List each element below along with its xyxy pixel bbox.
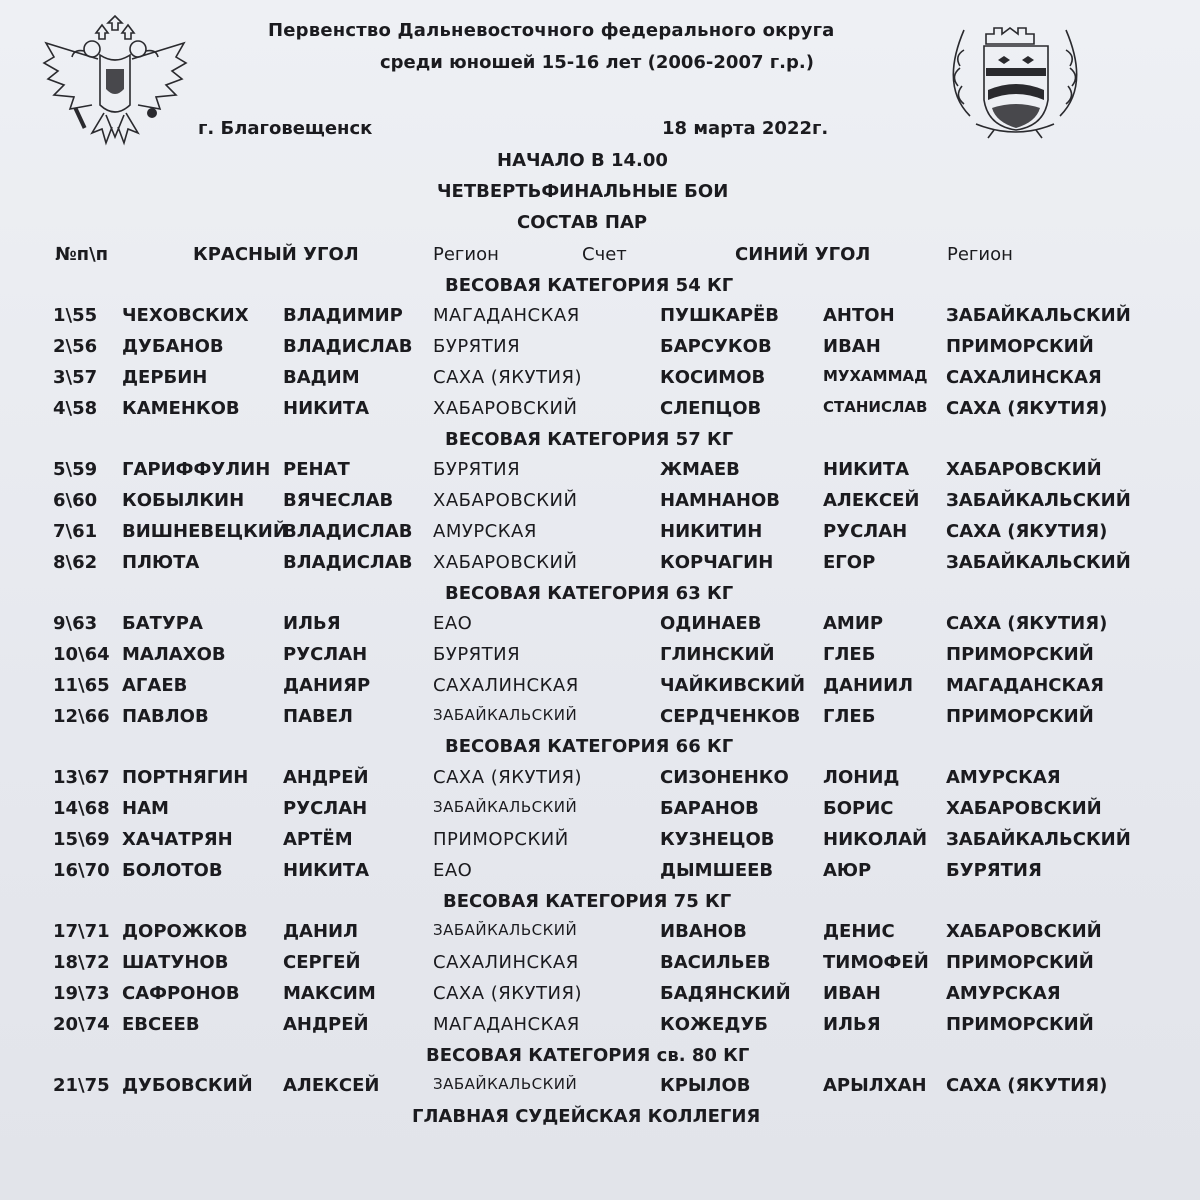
blue-last-name: НИКИТИН: [660, 521, 763, 542]
red-last-name: ШАТУНОВ: [122, 952, 229, 973]
blue-last-name: КРЫЛОВ: [660, 1075, 751, 1096]
blue-region: САХА (ЯКУТИЯ): [946, 398, 1108, 419]
blue-last-name: ДЫМШЕЕВ: [660, 860, 774, 881]
blue-region: МАГАДАНСКАЯ: [946, 675, 1104, 696]
bout-number: 5\59: [53, 459, 98, 480]
table-row: [0, 706, 1200, 732]
red-region: АМУРСКАЯ: [433, 521, 537, 542]
bout-number: 3\57: [53, 367, 98, 388]
bout-number: 4\58: [53, 398, 98, 419]
blue-last-name: БАРСУКОВ: [660, 336, 772, 357]
blue-last-name: ЧАЙКИВСКИЙ: [660, 675, 806, 696]
column-header-blue-corner: СИНИЙ УГОЛ: [735, 244, 871, 265]
red-first-name: ДАНИЯР: [283, 675, 371, 696]
red-first-name: РЕНАТ: [283, 459, 350, 480]
blue-first-name: АМИР: [823, 613, 884, 634]
blue-region: ХАБАРОВСКИЙ: [946, 459, 1102, 480]
blue-last-name: ИВАНОВ: [660, 921, 747, 942]
blue-last-name: КУЗНЕЦОВ: [660, 829, 775, 850]
red-last-name: КОБЫЛКИН: [122, 490, 245, 511]
red-first-name: ВЛАДИМИР: [283, 305, 403, 326]
red-first-name: СЕРГЕЙ: [283, 952, 361, 973]
bout-number: 9\63: [53, 613, 98, 634]
blue-last-name: НАМНАНОВ: [660, 490, 780, 511]
red-region: ЗАБАЙКАЛЬСКИЙ: [433, 798, 578, 816]
bout-number: 8\62: [53, 552, 98, 573]
blue-last-name: ПУШКАРЁВ: [660, 305, 780, 326]
blue-first-name: ЛОНИД: [823, 767, 900, 788]
red-first-name: РУСЛАН: [283, 798, 368, 819]
bout-number: 11\65: [53, 675, 110, 696]
red-first-name: ВЯЧЕСЛАВ: [283, 490, 394, 511]
column-header-red-region: Регион: [433, 244, 499, 265]
red-first-name: АНДРЕЙ: [283, 767, 369, 788]
red-last-name: НАМ: [122, 798, 169, 819]
weight-category-header: ВЕСОВАЯ КАТЕГОРИЯ св. 80 КГ: [426, 1045, 750, 1066]
red-last-name: ДУБАНОВ: [122, 336, 224, 357]
table-row: [0, 983, 1200, 1009]
blue-last-name: СЛЕПЦОВ: [660, 398, 762, 419]
blue-first-name: ГЛЕБ: [823, 706, 876, 727]
blue-last-name: ВАСИЛЬЕВ: [660, 952, 771, 973]
bout-number: 10\64: [53, 644, 110, 665]
red-first-name: ИЛЬЯ: [283, 613, 341, 634]
red-last-name: ДОРОЖКОВ: [122, 921, 248, 942]
blue-last-name: БАДЯНСКИЙ: [660, 983, 791, 1004]
table-row: [0, 552, 1200, 578]
table-row: [0, 305, 1200, 331]
red-first-name: МАКСИМ: [283, 983, 376, 1004]
bout-number: 19\73: [53, 983, 110, 1004]
red-region: САХА (ЯКУТИЯ): [433, 767, 583, 788]
red-last-name: САФРОНОВ: [122, 983, 240, 1004]
blue-first-name: НИКИТА: [823, 459, 910, 480]
red-last-name: ПАВЛОВ: [122, 706, 209, 727]
red-region: САХА (ЯКУТИЯ): [433, 983, 583, 1004]
column-header-red-corner: КРАСНЫЙ УГОЛ: [193, 244, 359, 265]
blue-region: САХА (ЯКУТИЯ): [946, 521, 1108, 542]
document-title-line2: среди юношей 15-16 лет (2006-2007 г.р.): [380, 52, 814, 73]
bout-number: 13\67: [53, 767, 110, 788]
date-label: 18 марта 2022г.: [662, 118, 829, 139]
blue-region: АМУРСКАЯ: [946, 983, 1061, 1004]
red-last-name: ЧЕХОВСКИХ: [122, 305, 249, 326]
table-row: [0, 921, 1200, 947]
blue-first-name: ИЛЬЯ: [823, 1014, 881, 1035]
red-first-name: ВЛАДИСЛАВ: [283, 552, 413, 573]
table-row: [0, 952, 1200, 978]
red-region: ХАБАРОВСКИЙ: [433, 490, 578, 511]
blue-region: САХА (ЯКУТИЯ): [946, 613, 1108, 634]
bout-number: 21\75: [53, 1075, 110, 1096]
blue-region: ПРИМОРСКИЙ: [946, 644, 1094, 665]
red-first-name: АЛЕКСЕЙ: [283, 1075, 380, 1096]
weight-category-header: ВЕСОВАЯ КАТЕГОРИЯ 54 КГ: [445, 275, 734, 296]
blue-first-name: ДАНИИЛ: [823, 675, 914, 696]
red-region: МАГАДАНСКАЯ: [433, 1014, 580, 1035]
weight-category-header: ВЕСОВАЯ КАТЕГОРИЯ 57 КГ: [445, 429, 734, 450]
blue-last-name: ОДИНАЕВ: [660, 613, 762, 634]
column-header-score: Счет: [582, 244, 627, 265]
city-label: г. Благовещенск: [198, 118, 373, 139]
red-first-name: НИКИТА: [283, 398, 370, 419]
red-last-name: ВИШНЕВЕЦКИЙ: [122, 521, 288, 542]
blue-last-name: ЖМАЕВ: [660, 459, 740, 480]
blue-region: ПРИМОРСКИЙ: [946, 706, 1094, 727]
table-row: [0, 860, 1200, 886]
red-region: БУРЯТИЯ: [433, 336, 521, 357]
red-last-name: ХАЧАТРЯН: [122, 829, 233, 850]
blue-region: ХАБАРОВСКИЙ: [946, 921, 1102, 942]
red-region: МАГАДАНСКАЯ: [433, 305, 580, 326]
red-last-name: БАТУРА: [122, 613, 203, 634]
blue-first-name: АРЫЛХАН: [823, 1075, 927, 1096]
blue-first-name: АНТОН: [823, 305, 895, 326]
blue-first-name: МУХАММАД: [823, 367, 928, 385]
red-last-name: ПОРТНЯГИН: [122, 767, 249, 788]
blue-region: ЗАБАЙКАЛЬСКИЙ: [946, 305, 1131, 326]
red-first-name: ВАДИМ: [283, 367, 360, 388]
bout-number: 1\55: [53, 305, 98, 326]
bout-number: 14\68: [53, 798, 110, 819]
red-region: БУРЯТИЯ: [433, 644, 521, 665]
blue-region: САХАЛИНСКАЯ: [946, 367, 1102, 388]
blue-region: ЗАБАЙКАЛЬСКИЙ: [946, 552, 1131, 573]
red-region: ПРИМОРСКИЙ: [433, 829, 569, 850]
red-last-name: КАМЕНКОВ: [122, 398, 240, 419]
table-row: [0, 613, 1200, 639]
table-row: [0, 367, 1200, 393]
red-first-name: ВЛАДИСЛАВ: [283, 336, 413, 357]
table-row: [0, 1075, 1200, 1101]
column-header-blue-region: Регион: [947, 244, 1013, 265]
stage-label: ЧЕТВЕРТЬФИНАЛЬНЫЕ БОИ: [437, 181, 729, 202]
blue-last-name: БАРАНОВ: [660, 798, 759, 819]
blue-last-name: СИЗОНЕНКО: [660, 767, 789, 788]
red-first-name: ВЛАДИСЛАВ: [283, 521, 413, 542]
red-first-name: НИКИТА: [283, 860, 370, 881]
red-region: ХАБАРОВСКИЙ: [433, 552, 578, 573]
red-last-name: АГАЕВ: [122, 675, 188, 696]
start-time-label: НАЧАЛО В 14.00: [497, 150, 668, 171]
blue-region: ПРИМОРСКИЙ: [946, 336, 1094, 357]
red-region: БУРЯТИЯ: [433, 459, 521, 480]
column-header-num: №п\п: [55, 244, 109, 265]
red-last-name: ЕВСЕЕВ: [122, 1014, 200, 1035]
red-region: ЕАО: [433, 613, 473, 634]
blue-last-name: КОРЧАГИН: [660, 552, 774, 573]
blue-first-name: НИКОЛАЙ: [823, 829, 928, 850]
table-row: [0, 521, 1200, 547]
red-last-name: ПЛЮТА: [122, 552, 200, 573]
bout-number: 15\69: [53, 829, 110, 850]
document-title-line1: Первенство Дальневосточного федерального округа: [268, 20, 835, 41]
table-row: [0, 398, 1200, 424]
bout-number: 16\70: [53, 860, 110, 881]
red-last-name: МАЛАХОВ: [122, 644, 226, 665]
blue-region: САХА (ЯКУТИЯ): [946, 1075, 1108, 1096]
red-last-name: ДЕРБИН: [122, 367, 208, 388]
pairs-label: СОСТАВ ПАР: [517, 212, 648, 233]
blue-last-name: СЕРДЧЕНКОВ: [660, 706, 801, 727]
red-region: САХА (ЯКУТИЯ): [433, 367, 583, 388]
red-region: САХАЛИНСКАЯ: [433, 952, 579, 973]
red-last-name: БОЛОТОВ: [122, 860, 223, 881]
red-region: ЗАБАЙКАЛЬСКИЙ: [433, 921, 578, 939]
red-first-name: АНДРЕЙ: [283, 1014, 369, 1035]
red-region: САХАЛИНСКАЯ: [433, 675, 579, 696]
red-region: ЗАБАЙКАЛЬСКИЙ: [433, 706, 578, 724]
blue-region: ЗАБАЙКАЛЬСКИЙ: [946, 490, 1131, 511]
blue-last-name: ГЛИНСКИЙ: [660, 644, 775, 665]
table-row: [0, 1014, 1200, 1040]
blue-first-name: ТИМОФЕЙ: [823, 952, 929, 973]
bout-number: 20\74: [53, 1014, 110, 1035]
weight-category-header: ВЕСОВАЯ КАТЕГОРИЯ 66 КГ: [445, 736, 734, 757]
bout-number: 18\72: [53, 952, 110, 973]
red-first-name: ДАНИЛ: [283, 921, 359, 942]
blue-region: ПРИМОРСКИЙ: [946, 1014, 1094, 1035]
table-row: [0, 675, 1200, 701]
blue-first-name: ИВАН: [823, 983, 881, 1004]
blue-first-name: БОРИС: [823, 798, 894, 819]
bout-number: 7\61: [53, 521, 98, 542]
blue-first-name: ГЛЕБ: [823, 644, 876, 665]
blue-first-name: ДЕНИС: [823, 921, 895, 942]
blue-region: АМУРСКАЯ: [946, 767, 1061, 788]
table-row: [0, 459, 1200, 485]
blue-region: ХАБАРОВСКИЙ: [946, 798, 1102, 819]
blue-region: ЗАБАЙКАЛЬСКИЙ: [946, 829, 1131, 850]
bout-number: 6\60: [53, 490, 98, 511]
blue-region: ПРИМОРСКИЙ: [946, 952, 1094, 973]
red-last-name: ДУБОВСКИЙ: [122, 1075, 253, 1096]
weight-category-header: ВЕСОВАЯ КАТЕГОРИЯ 63 КГ: [445, 583, 734, 604]
blue-first-name: ИВАН: [823, 336, 881, 357]
table-row: [0, 829, 1200, 855]
table-row: [0, 336, 1200, 362]
blue-first-name: АЮР: [823, 860, 872, 881]
table-row: [0, 644, 1200, 670]
bout-number: 12\66: [53, 706, 110, 727]
russia-coat-of-arms-icon: [40, 15, 190, 150]
bout-number: 17\71: [53, 921, 110, 942]
red-region: ЕАО: [433, 860, 473, 881]
table-row: [0, 490, 1200, 516]
judging-panel-signature: ГЛАВНАЯ СУДЕЙСКАЯ КОЛЛЕГИЯ: [412, 1106, 761, 1127]
red-first-name: АРТЁМ: [283, 829, 353, 850]
blue-region: БУРЯТИЯ: [946, 860, 1042, 881]
table-row: [0, 798, 1200, 824]
blue-first-name: РУСЛАН: [823, 521, 908, 542]
blue-first-name: СТАНИСЛАВ: [823, 398, 928, 416]
blue-first-name: АЛЕКСЕЙ: [823, 490, 920, 511]
amur-oblast-coat-of-arms-icon: [940, 20, 1090, 140]
weight-category-header: ВЕСОВАЯ КАТЕГОРИЯ 75 КГ: [443, 891, 732, 912]
bout-number: 2\56: [53, 336, 98, 357]
red-region: ЗАБАЙКАЛЬСКИЙ: [433, 1075, 578, 1093]
blue-first-name: ЕГОР: [823, 552, 876, 573]
red-region: ХАБАРОВСКИЙ: [433, 398, 578, 419]
red-first-name: РУСЛАН: [283, 644, 368, 665]
blue-last-name: КОЖЕДУБ: [660, 1014, 768, 1035]
table-row: [0, 767, 1200, 793]
red-first-name: ПАВЕЛ: [283, 706, 353, 727]
blue-last-name: КОСИМОВ: [660, 367, 766, 388]
red-last-name: ГАРИФФУЛИН: [122, 459, 271, 480]
